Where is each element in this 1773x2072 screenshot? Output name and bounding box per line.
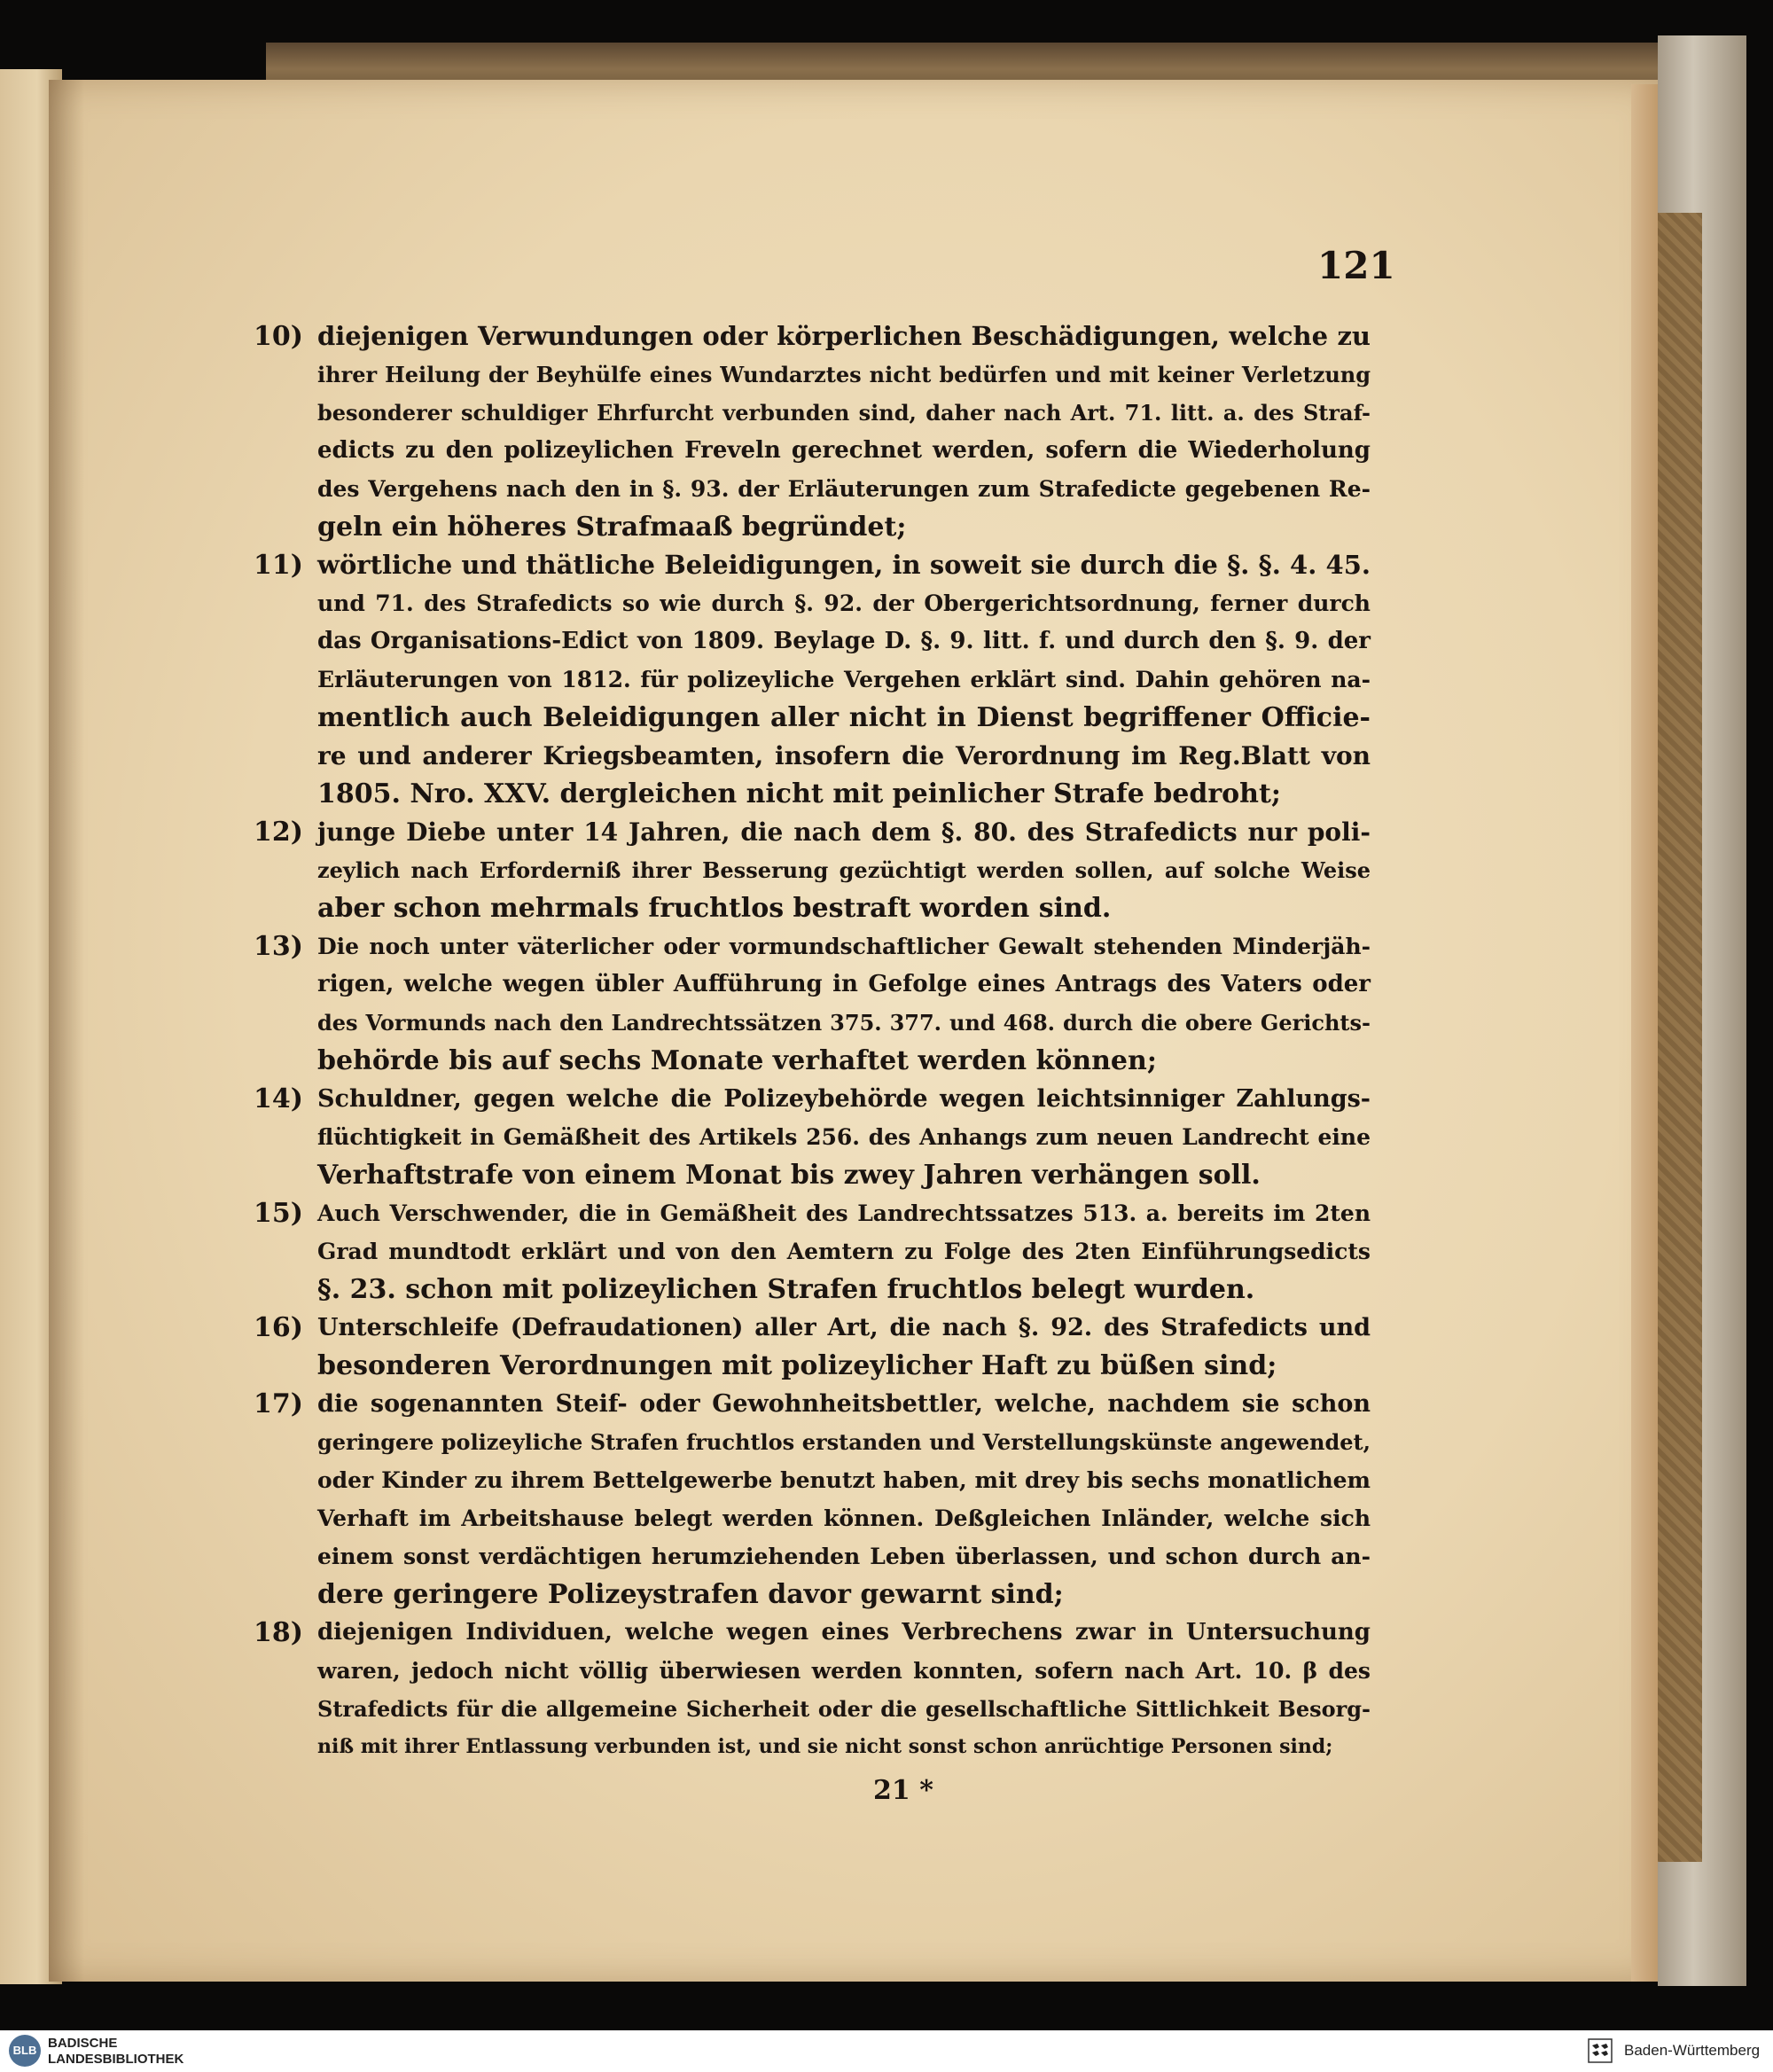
text-line: dere geringere Polizeystrafen davor gewarnt sind; [317, 1579, 1064, 1610]
text-line: Strafedicts für die allgemeine Sicherheit oder die gesellschaftliche Sittlichkeit Besorg- [317, 1696, 1371, 1722]
text-line: die sogenannten Steif- oder Gewohnheitsbettler, welche, nachdem sie schon [317, 1390, 1371, 1418]
list-entry [254, 1309, 1371, 1385]
text-line: Schuldner, gegen welche die Polizeybehörde wegen leichtsinniger Zahlungs- [317, 1085, 1371, 1113]
text-line: aber schon mehrmals fruchtlos bestraft worden sind. [317, 893, 1112, 924]
text-line: Verhaftstrafe von einem Monat bis zwey Jahren verhängen soll. [317, 1160, 1261, 1191]
text-line: §. 23. schon mit polizeylichen Strafen fruchtlos belegt wurden. [317, 1274, 1255, 1305]
list-entry [254, 1194, 1371, 1309]
text-line: waren, jedoch nicht völlig überwiesen werden konnten, sofern nach Art. 10. β des [317, 1658, 1371, 1684]
viewer-footer [0, 2030, 1773, 2072]
text-line: 1805. Nro. XXV. dergleichen nicht mit peinlicher Strafe bedroht; [317, 778, 1281, 809]
text-line: diejenigen Verwundungen oder körperlichen Beschädigungen, welche zu [317, 321, 1371, 351]
text-line: edicts zu den polizeylichen Freveln gerechnet werden, sofern die Wiederholung [317, 437, 1371, 464]
text-line: behörde bis auf sechs Monate verhaftet werden können; [317, 1045, 1157, 1076]
text-line: Erläuterungen von 1812. für polizeyliche Vergehen erklärt sind. Dahin gehören na- [317, 667, 1371, 692]
text-line: mentlich auch Beleidigungen aller nicht in Dienst begriffener Officie- [317, 702, 1371, 733]
text-line: re und anderer Kriegsbeamten, insofern die Verordnung im Reg.Blatt von [317, 741, 1371, 770]
text-line: Grad mundtodt erklärt und von den Aemtern zu Folge des 2ten Einführungsedicts [317, 1239, 1371, 1264]
entry-number: 10) [254, 321, 303, 352]
list-entry [254, 1614, 1371, 1766]
entry-number: 11) [254, 550, 303, 581]
entry-number: 18) [254, 1617, 303, 1648]
page-stack-edge [1631, 84, 1658, 1982]
entry-number: 17) [254, 1388, 303, 1419]
entry-number: 12) [254, 817, 303, 848]
text-line: Auch Verschwender, die in Gemäßheit des Landrechtssatzes 513. a. bereits im 2ten [317, 1200, 1371, 1226]
text-line: flüchtigkeit in Gemäßheit des Artikels 256. des Anhangs zum neuen Landrecht eine [317, 1124, 1371, 1150]
page-number: 121 [1317, 244, 1395, 287]
list-entry [254, 1080, 1371, 1194]
text-line: besonderer schuldiger Ehrfurcht verbunden sind, daher nach Art. 71. litt. a. des Straf- [317, 400, 1371, 426]
page-gutter [49, 80, 84, 1982]
text-line: Unterschleife (Defraudationen) aller Art, die nach §. 92. des Strafedicts und [317, 1314, 1371, 1341]
text-line: rigen, welche wegen übler Aufführung in Gefolge eines Antrags des Vaters oder [317, 971, 1371, 997]
text-line: zeylich nach Erforderniß ihrer Besserung gezüchtigt werden sollen, auf solche Weise [317, 857, 1371, 883]
library-name[interactable] [48, 2036, 184, 2068]
baden-wuerttemberg-crest-icon[interactable] [1587, 2037, 1613, 2064]
text-line: des Vormunds nach den Landrechtssätzen 375. 377. und 468. durch die obere Gerichts- [317, 1010, 1371, 1036]
text-line: geln ein höheres Strafmaaß begründet; [317, 512, 907, 543]
text-line: ihrer Heilung der Beyhülfe eines Wundarztes nicht bedürfen und mit keiner Verletzung [317, 362, 1371, 387]
library-name-line1: BADISCHE [48, 2036, 118, 2051]
text-line: niß mit ihrer Entlassung verbunden ist, und sie nicht sonst schon anrüchtige Personen sind; [317, 1735, 1333, 1758]
entry-number: 13) [254, 931, 303, 962]
text-line: Die noch unter väterlicher oder vormundschaftlicher Gewalt stehenden Minderjäh- [317, 934, 1371, 959]
library-name-line2: LANDESBIBLIOTHEK [48, 2052, 184, 2067]
text-line: oder Kinder zu ihrem Bettelgewerbe benutzt haben, mit drey bis sechs monatlichem [317, 1467, 1371, 1493]
entry-number: 14) [254, 1083, 303, 1114]
text-line: diejenigen Individuen, welche wegen eines Verbrechens zwar in Untersuchung [317, 1619, 1371, 1646]
text-line: Verhaft im Arbeitshause belegt werden können. Deßgleichen Inländer, welche sich [317, 1505, 1371, 1531]
entry-number: 16) [254, 1312, 303, 1343]
list-entry [254, 317, 1371, 546]
text-line: des Vergehens nach den in §. 93. der Erläuterungen zum Strafedicte gegebenen Re- [317, 476, 1371, 502]
list-entry [254, 546, 1371, 813]
list-entry [254, 927, 1371, 1080]
printer-signature: 21 * [873, 1775, 933, 1806]
list-entry [254, 813, 1371, 927]
blb-logo-icon[interactable]: BLB [9, 2035, 41, 2067]
list-entry [254, 1385, 1371, 1614]
text-line: geringere polizeyliche Strafen fruchtlos erstanden und Verstellungskünste angewendet, [317, 1429, 1371, 1455]
state-name[interactable]: Baden-Württemberg [1624, 2042, 1761, 2059]
text-line: einem sonst verdächtigen herumziehenden Leben überlassen, und schon durch an- [317, 1544, 1371, 1569]
text-line: besonderen Verordnungen mit polizeylicher Haft zu büßen sind; [317, 1350, 1277, 1381]
text-line: wörtliche und thätliche Beleidigungen, in soweit sie durch die §. §. 4. 45. [317, 550, 1371, 580]
text-line: und 71. des Strafedicts so wie durch §. 92. der Obergerichtsordnung, ferner durch [317, 590, 1371, 616]
text-line: das Organisations-Edict von 1809. Beylage D. §. 9. litt. f. und durch den §. 9. der [317, 628, 1371, 654]
text-line: junge Diebe unter 14 Jahren, die nach dem §. 80. des Strafedicts nur poli- [317, 817, 1371, 847]
body-text [254, 317, 1371, 1766]
entry-number: 15) [254, 1198, 303, 1229]
